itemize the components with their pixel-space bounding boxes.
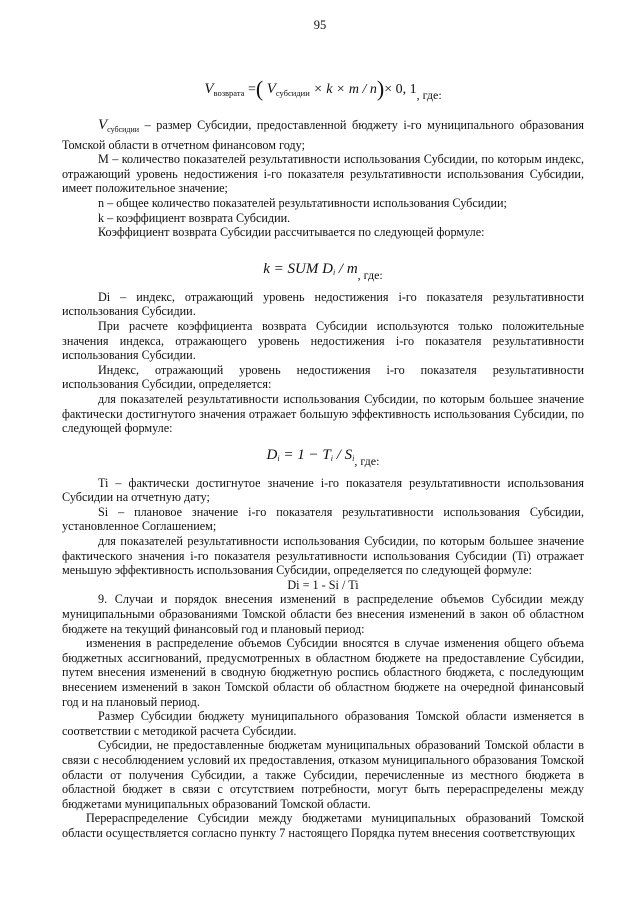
size-paragraph: Размер Субсидии бюджету муниципального образования Томской области изменяется в соответствии с методикой расчета Субсидии.	[62, 709, 584, 738]
definition-si: Si – плановое значение i-го показателя результативности использования Субсидии, установленное Соглашением;	[62, 504, 584, 534]
index-definition: Индекс, отражающий уровень недостижения i-го показателя результативности использования Субсидии, определяется:	[62, 362, 584, 392]
page-number: 95	[313, 18, 327, 32]
definition-n: n – общее количество показателей результативности использования Субсидии;	[98, 195, 507, 210]
case-1-text: для показателей результативности использования Субсидии, по которым большее значение фактически достигнутого значения отражает большую эффективность использования Субсидии, по следующей формуле:	[62, 391, 584, 436]
definition-k: k – коэффициент возврата Субсидии.	[98, 210, 291, 225]
changes-paragraph: изменения в распределение объемов Субсидии вносятся в случае изменения общего объема бюджетных ассигнований, предусмотренных в областном бюджете на предоставление Субсидии, путем внесения изменений в сводную бюджетную роспись областного бюджета, с последующим внесением изменений в закон Томской области об областном бюджете на очередной финансовый год и на плановый период.	[62, 636, 584, 709]
formula-return-volume: $V_{возврата}$ =( $V_{субсидии} \times k \times m / n)\times 0$, 1, где:	[204, 76, 442, 102]
definition-v: $V_{субсидии}$ – размер Субсидии, предоставленной бюджету i-го муниципального образования Томской области в отчетном финансовом году;	[62, 117, 584, 152]
not-given-paragraph: Субсидии, не предоставленные бюджетам муниципальных образований Томской области в связи с несоблюдением условий их предоставления, отказом муниципального образования Томской области от получения Субсидии, а также Субсидии, перечисленные из местного бюджета в областной бюджет в связи с отсутствием потребности, могут быть перераспределены между бюджетами муниципальных образований Томской области.	[62, 738, 584, 811]
k-intro: Коэффициент возврата Субсидии рассчитывается по следующей формуле:	[98, 225, 485, 240]
case-2-text: для показателей результативности использования Субсидии, по которым большее значение фактического значения i-го показателя результативности использования Субсидии (Ti) отражает меньшую эффективность использования Субсидии, определяется по следующей формуле:	[62, 534, 584, 578]
positive-values-note: При расчете коэффициента возврата Субсидии используются только положительные значения индекса, отражающего уровень недостижения i-го показателя результативности использования Субсидии.	[62, 318, 584, 363]
section-9: 9. Случаи и порядок внесения изменений в распределение объемов Субсидии между муниципальными образованиями Томской области без внесения изменений в закон об областном бюджете на текущий финансовый год и плановый период:	[62, 592, 584, 636]
document-body	[62, 72, 584, 841]
definition-ti: Ti – фактически достигнутое значение i-го показателя результативности использования Субсидии на отчетную дату;	[62, 475, 584, 505]
redistribution-paragraph: Перераспределение Субсидии между бюджетами муниципальных образований Томской области осуществляется согласно пункту 7 настоящего Порядка путем внесения соответствующих	[62, 811, 584, 840]
definition-di: Di – индекс, отражающий уровень недостижения i-го показателя результативности использования Субсидии.	[62, 289, 584, 319]
formula-di: $D_i = 1 - T_i / S_{i, где:}$	[266, 446, 380, 468]
formula-k: k = SUM $D_i / m_{, где:}$	[263, 260, 383, 282]
formula-di-inverse: Di = 1 - Si / Ti	[287, 577, 359, 592]
definition-m: М – количество показателей результативности использования Субсидии, по которым индекс, отражающий уровень недостижения i-го показателя результативности использования Субсидии, имеет положительное значение;	[62, 152, 584, 196]
